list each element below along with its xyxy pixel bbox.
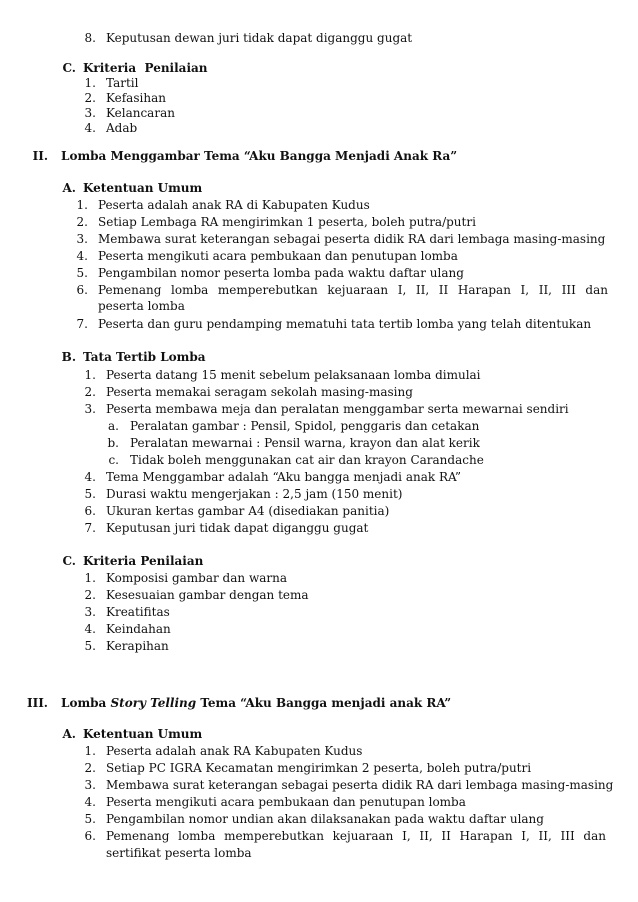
subsection-heading: Ketentuan Umum [83, 727, 203, 741]
section-title: Lomba Menggambar Tema “Aku Bangga Menjadi Anak Ra” [61, 149, 458, 163]
list-item-text: Peserta membawa meja dan peralatan menggambar serta mewarnai sendiri [106, 402, 569, 416]
subsection-letter: A. [62, 181, 76, 195]
list-number: 7. [76, 317, 88, 331]
list-item-text: Peserta dan guru pendamping mematuhi tata tertib lomba yang telah ditentukan [98, 317, 592, 331]
section-title-suffix: Tema “Aku Bangga menjadi anak RA” [196, 696, 452, 710]
section-title-prefix: Lomba [61, 696, 111, 710]
list-number: 1. [76, 198, 88, 212]
subsection-letter: C. [62, 61, 76, 75]
list-number: 2. [84, 761, 96, 775]
list-item-text: Pemenang lomba memperebutkan kejuaraan I, II, II Harapan I, II, III dan [98, 283, 608, 297]
subsection-heading: Kriteria Penilaian [83, 61, 208, 75]
list-item-text: Keputusan dewan juri tidak dapat diganggu gugat [106, 31, 413, 45]
subsection-letter: B. [61, 350, 76, 364]
subsection-heading: Kriteria Penilaian [83, 554, 204, 568]
list-number: 1. [84, 744, 96, 758]
list-number: 4. [84, 121, 96, 135]
list-item-text: Membawa surat keterangan sebagai peserta didik RA dari lembaga masing-masing [98, 232, 606, 246]
sublist-item-text: Peralatan mewarnai : Pensil warna, krayon dan alat kerik [130, 436, 480, 450]
list-item-text: Setiap PC IGRA Kecamatan mengirimkan 2 peserta, boleh putra/putri [106, 761, 532, 775]
list-number: 2. [84, 588, 96, 602]
list-number: 5. [76, 266, 88, 280]
list-number: 8. [84, 31, 96, 45]
sublist-item-text: Tidak boleh menggunakan cat air dan krayon Carandache [130, 453, 484, 467]
list-number: 3. [76, 232, 88, 246]
list-number: 5. [84, 487, 96, 501]
list-item-text: Setiap Lembaga RA mengirimkan 1 peserta, boleh putra/putri [98, 215, 476, 229]
list-number: 1. [84, 571, 96, 585]
list-number: 3. [84, 402, 96, 416]
list-item-text: Peserta mengikuti acara pembukaan dan penutupan lomba [106, 795, 466, 809]
list-item-text: Komposisi gambar dan warna [106, 571, 287, 585]
list-item-text: Kesesuaian gambar dengan tema [106, 588, 309, 602]
list-number: 6. [84, 829, 96, 843]
section-roman-numeral: III. [26, 696, 48, 710]
section-roman-numeral: II. [32, 149, 48, 163]
list-number: 3. [84, 778, 96, 792]
list-item-text: Peserta mengikuti acara pembukaan dan penutupan lomba [98, 249, 458, 263]
list-item-text: Tartil [106, 76, 139, 90]
list-number: 4. [84, 470, 96, 484]
list-item-text: Tema Menggambar adalah “Aku bangga menjadi anak RA” [106, 470, 462, 484]
list-number: 4. [84, 622, 96, 636]
subsection-heading: Tata Tertib Lomba [83, 350, 206, 364]
list-item-text: Pengambilan nomor undian akan dilaksanakan pada waktu daftar ulang [106, 812, 544, 826]
section-title [61, 695, 451, 711]
list-item-text: Pemenang lomba memperebutkan kejuaraan I, II, II Harapan I, II, III dan [106, 829, 606, 843]
list-item-text-continuation: sertifikat peserta lomba [106, 846, 252, 860]
list-item-text: Kerapihan [106, 639, 169, 653]
list-item-text: Pengambilan nomor peserta lomba pada waktu daftar ulang [98, 266, 464, 280]
list-number: 6. [76, 283, 88, 297]
list-item-text: Peserta datang 15 menit sebelum pelaksanaan lomba dimulai [106, 368, 481, 382]
list-number: 5. [84, 812, 96, 826]
list-item-text: Membawa surat keterangan sebagai peserta didik RA dari lembaga masing-masing [106, 778, 614, 792]
list-number: 3. [84, 605, 96, 619]
list-number: 7. [84, 521, 96, 535]
list-number: 5. [84, 639, 96, 653]
list-number: 1. [84, 368, 96, 382]
list-item-text: Adab [106, 121, 138, 135]
list-item-text-continuation: peserta lomba [98, 299, 185, 313]
list-item-text: Keindahan [106, 622, 171, 636]
list-item-text: Kelancaran [106, 106, 175, 120]
section-title-italic: Story Telling [110, 696, 197, 710]
list-item-text: Ukuran kertas gambar A4 (disediakan panitia) [106, 504, 390, 518]
list-number: 2. [84, 91, 96, 105]
list-number: 2. [84, 385, 96, 399]
list-item-text: Peserta adalah anak RA di Kabupaten Kudus [98, 198, 370, 212]
list-number: 2. [76, 215, 88, 229]
sublist-letter: c. [108, 453, 119, 467]
sublist-letter: a. [108, 419, 119, 433]
sublist-letter: b. [107, 436, 119, 450]
subsection-heading: Ketentuan Umum [83, 181, 203, 195]
list-item-text: Peserta adalah anak RA Kabupaten Kudus [106, 744, 363, 758]
list-number: 4. [84, 795, 96, 809]
list-number: 3. [84, 106, 96, 120]
list-item-text: Kefasihan [106, 91, 166, 105]
list-item-text: Keputusan juri tidak dapat diganggu gugat [106, 521, 369, 535]
sublist-item-text: Peralatan gambar : Pensil, Spidol, penggaris dan cetakan [130, 419, 480, 433]
subsection-letter: C. [62, 554, 76, 568]
list-number: 4. [76, 249, 88, 263]
list-item-text: Kreatifitas [106, 605, 170, 619]
list-item-text: Durasi waktu mengerjakan : 2,5 jam (150 menit) [106, 487, 403, 501]
list-number: 6. [84, 504, 96, 518]
list-number: 1. [84, 76, 96, 90]
subsection-letter: A. [62, 727, 76, 741]
list-item-text: Peserta memakai seragam sekolah masing-masing [106, 385, 413, 399]
